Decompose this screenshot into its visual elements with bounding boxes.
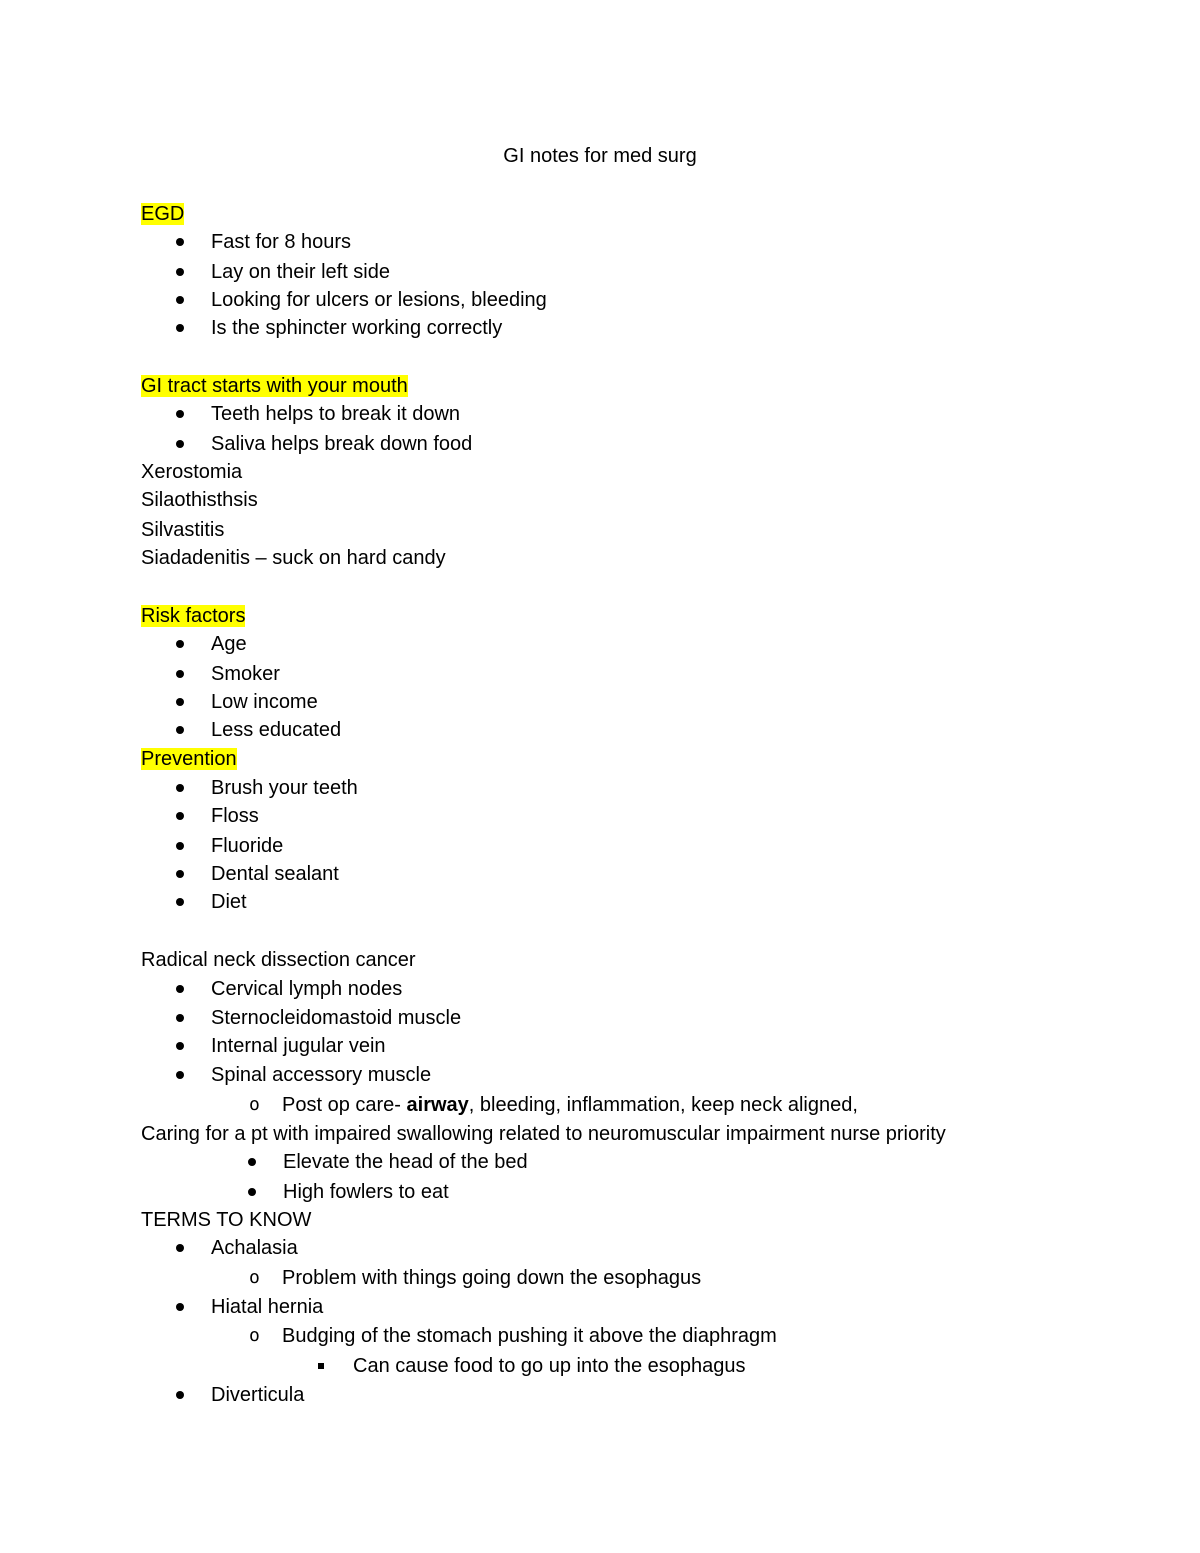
- list-item: Cervical lymph nodes: [211, 975, 402, 1003]
- list-item: Diet: [211, 888, 247, 916]
- list-item: Looking for ulcers or lesions, bleeding: [211, 286, 547, 314]
- list-item: Elevate the head of the bed: [283, 1148, 528, 1176]
- list-item: Diverticula: [211, 1381, 304, 1409]
- list-item: High fowlers to eat: [283, 1178, 449, 1206]
- page-title: GI notes for med surg: [503, 145, 697, 167]
- list-item: Achalasia: [211, 1234, 298, 1262]
- list-item: Saliva helps break down food: [211, 430, 472, 458]
- list-item: Dental sealant: [211, 860, 339, 888]
- text-line: Silvastitis: [141, 519, 225, 541]
- list-item: Floss: [211, 802, 259, 830]
- sub-list-item-post-op: o Post op care- airway, bleeding, inflammation, keep neck aligned,: [282, 1091, 858, 1119]
- list-item: Fluoride: [211, 832, 283, 860]
- section-heading-egd: EGD: [141, 203, 185, 225]
- list-item: Lay on their left side: [211, 258, 390, 286]
- list-item: Internal jugular vein: [211, 1032, 386, 1060]
- text-line: Silaothisthsis: [141, 489, 258, 511]
- text-line: Xerostomia: [141, 461, 243, 483]
- section-heading-terms: TERMS TO KNOW: [141, 1209, 312, 1231]
- list-item: Age: [211, 630, 247, 658]
- list-item: Smoker: [211, 660, 280, 688]
- list-item: Hiatal hernia: [211, 1293, 323, 1321]
- text-line: Siadadenitis – suck on hard candy: [141, 547, 446, 569]
- list-item: Sternocleidomastoid muscle: [211, 1004, 461, 1032]
- section-heading-radical-neck: Radical neck dissection cancer: [141, 949, 416, 971]
- sub-sub-list-item: Can cause food to go up into the esophagus: [353, 1352, 746, 1380]
- list-item: Fast for 8 hours: [211, 228, 351, 256]
- section-heading-gi-tract: GI tract starts with your mouth: [141, 375, 408, 397]
- list-item: Brush your teeth: [211, 774, 358, 802]
- list-item: Teeth helps to break it down: [211, 400, 460, 428]
- sub-list-item: o Budging of the stomach pushing it above the diaphragm: [282, 1322, 777, 1350]
- list-item: Less educated: [211, 716, 341, 744]
- list-item: Spinal accessory muscle: [211, 1061, 431, 1089]
- section-heading-risk-factors: Risk factors: [141, 605, 246, 627]
- bold-term: airway: [406, 1094, 469, 1116]
- list-item: Low income: [211, 688, 318, 716]
- sub-list-item: o Problem with things going down the esophagus: [282, 1264, 701, 1292]
- list-item: Is the sphincter working correctly: [211, 314, 502, 342]
- section-heading-prevention: Prevention: [141, 748, 237, 770]
- section-heading-swallowing: Caring for a pt with impaired swallowing related to neuromuscular impairment nurse priority: [141, 1123, 946, 1145]
